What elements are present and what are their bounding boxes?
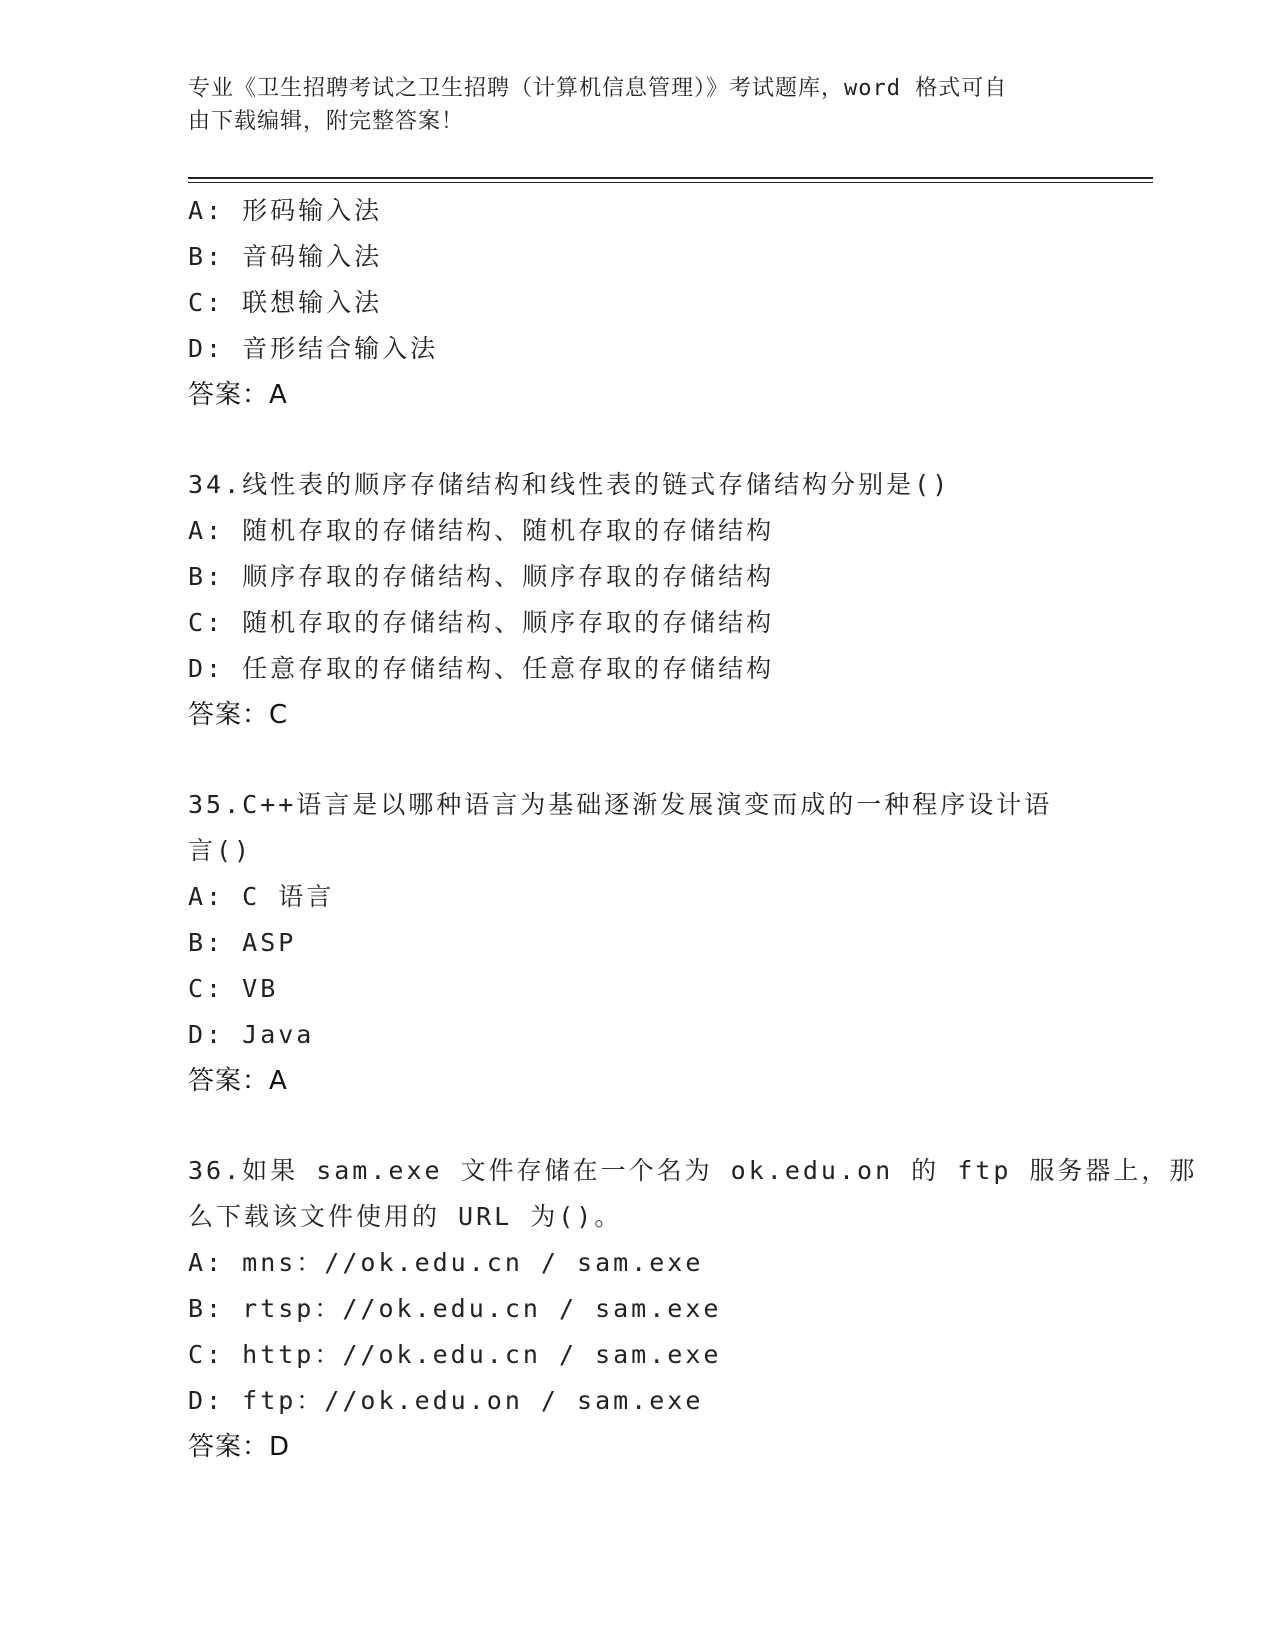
option-b: B: 音码输入法 xyxy=(188,242,383,271)
option-d: D: ftp：//ok.edu.on / sam.exe xyxy=(188,1386,704,1415)
option-d: D: 任意存取的存储结构、任意存取的存储结构 xyxy=(188,654,775,683)
option-a: A: 随机存取的存储结构、随机存取的存储结构 xyxy=(188,516,775,545)
option-c: C: 随机存取的存储结构、顺序存取的存储结构 xyxy=(188,608,775,637)
question-33 xyxy=(188,188,1088,418)
header-divider-thick xyxy=(188,177,1153,179)
header-title-line-1: 专业《卫生招聘考试之卫生招聘（计算机信息管理）》考试题库，word 格式可自 xyxy=(188,76,1008,101)
option-b: B: 顺序存取的存储结构、顺序存取的存储结构 xyxy=(188,562,775,591)
question-text-line-1: 35.C++语言是以哪种语言为基础逐渐发展演变而成的一种程序设计语 xyxy=(188,790,1053,819)
question-text-line-1: 36.如果 sam.exe 文件存储在一个名为 ok.edu.on 的 ftp 服务器上，那 xyxy=(188,1156,1198,1185)
question-36 xyxy=(188,1148,1198,1470)
answer: 答案：D xyxy=(188,1432,291,1462)
option-a: A: C 语言 xyxy=(188,882,335,911)
option-d: D: Java xyxy=(188,1020,315,1049)
header-divider-thin xyxy=(188,182,1153,183)
option-b: B: rtsp：//ok.edu.cn / sam.exe xyxy=(188,1294,722,1323)
option-a: A: mns：//ok.edu.cn / sam.exe xyxy=(188,1248,704,1277)
option-a: A: 形码输入法 xyxy=(188,196,383,225)
option-c: C: http：//ok.edu.cn / sam.exe xyxy=(188,1340,722,1369)
page-header xyxy=(188,72,1068,138)
question-text: 34.线性表的顺序存储结构和线性表的链式存储结构分别是() xyxy=(188,470,951,499)
answer: 答案：A xyxy=(188,380,288,410)
question-text-line-2: 言() xyxy=(188,836,253,865)
answer: 答案：A xyxy=(188,1066,288,1096)
option-c: C: 联想输入法 xyxy=(188,288,383,317)
question-text-line-2: 么下载该文件使用的 URL 为()。 xyxy=(188,1202,623,1231)
header-title-line-2: 由下载编辑，附完整答案！ xyxy=(188,109,465,134)
question-34 xyxy=(188,462,1088,738)
option-d: D: 音形结合输入法 xyxy=(188,334,439,363)
option-c: C: VB xyxy=(188,974,279,1003)
question-list xyxy=(188,188,1198,1470)
question-35 xyxy=(188,782,1088,1104)
answer: 答案：C xyxy=(188,700,289,730)
option-b: B: ASP xyxy=(188,928,297,957)
